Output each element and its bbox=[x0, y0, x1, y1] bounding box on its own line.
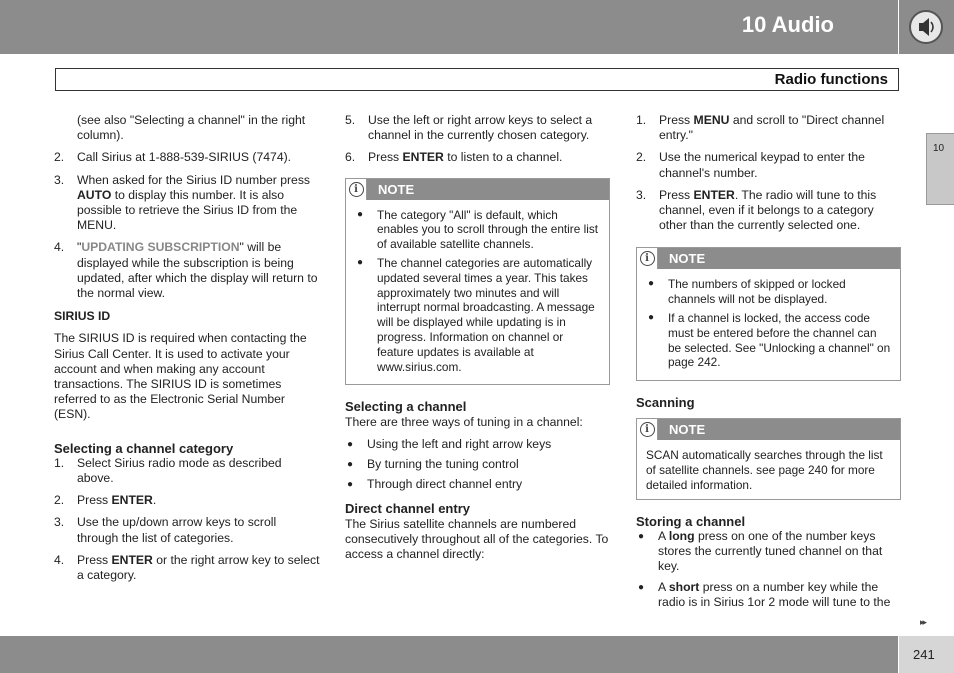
selecting-heading: Selecting a channel bbox=[345, 399, 467, 415]
category-heading: Selecting a channel category bbox=[54, 440, 234, 456]
page-number: 241 bbox=[913, 647, 935, 662]
note-box bbox=[636, 418, 901, 499]
direct-heading: Direct channel entry bbox=[345, 501, 470, 517]
list-item: 6. Press ENTER to listen to a channel. bbox=[345, 150, 563, 165]
note-label: NOTE bbox=[669, 422, 706, 438]
list-item: 2. Press ENTER. bbox=[54, 493, 157, 508]
list-item: ● Using the left and right arrow keys bbox=[347, 436, 552, 451]
sirius-id-text: The SIRIUS ID is required when contacting the Sirius Call Center. It is used to activate your account and when making any account transactions. The SIRIUS ID is sometimes referred to as the Electronic Serial Number (ESN). bbox=[54, 331, 307, 422]
column-1 bbox=[54, 113, 320, 590]
page-number-box bbox=[899, 636, 954, 673]
intro-text: (see also "Selecting a channel" in the right column). bbox=[77, 113, 306, 143]
chapter-header bbox=[0, 0, 898, 54]
chapter-side-tab[interactable]: 10 bbox=[926, 133, 954, 205]
info-icon: i bbox=[346, 179, 367, 200]
list-item: 3. Press ENTER. The radio will tune to this channel, even if it belongs to a category other than the currently selected one. bbox=[636, 187, 877, 233]
list-item: 2. Use the numerical keypad to enter the channel's number. bbox=[636, 150, 865, 180]
storing-heading: Storing a channel bbox=[636, 513, 746, 529]
list-item: ● By turning the tuning control bbox=[347, 456, 519, 471]
list-item: 1. Press MENU and scroll to "Direct channel entry." bbox=[636, 113, 885, 143]
note-text: SCAN automatically searches through the list of satellite channels. see page 240 for more detailed information. bbox=[646, 448, 883, 492]
direct-text: The Sirius satellite channels are numbered consecutively throughout all of the categories. To access a channel directly: bbox=[345, 516, 609, 561]
list-item: 5. Use the left or right arrow keys to select a channel in the currently chosen category. bbox=[345, 113, 593, 143]
note-label: NOTE bbox=[669, 251, 706, 267]
list-item: ● A long press on one of the number keys stores the currently tuned channel on that key. bbox=[638, 529, 883, 574]
chapter-title: 10 Audio bbox=[741, 12, 834, 37]
scanning-heading: Scanning bbox=[636, 395, 695, 411]
note-box bbox=[345, 178, 610, 386]
selecting-intro: There are three ways of tuning in a channel: bbox=[345, 414, 583, 429]
column-3 bbox=[636, 113, 901, 615]
chapter-icon-box bbox=[899, 0, 954, 54]
list-item: 2. Call Sirius at 1-888-539-SIRIUS (7474). bbox=[54, 150, 292, 165]
continue-icon: ▸▸ bbox=[920, 617, 926, 627]
list-item: ● The channel categories are automatically updated several times a year. This takes approximately two minutes and will interrupt normal broadcasting. A message will be displayed while updating is in progress. Information on channel or feature updates is available at www.sirius.com. bbox=[357, 256, 595, 374]
list-item: 3. Use the up/down arrow keys to scroll through the list of categories. bbox=[54, 515, 277, 545]
section-title: Radio functions bbox=[774, 71, 888, 88]
list-item: 4. "UPDATING SUBSCRIPTION" will be displayed while the subscription is being updated, after which the display will return to the normal view. bbox=[54, 240, 318, 301]
list-item: ● Through direct channel entry bbox=[347, 477, 523, 492]
list-item: 3. When asked for the Sirius ID number press AUTO to display this number. It is also possible to retrieve the Sirius ID from the MENU. bbox=[54, 172, 311, 233]
info-icon: i bbox=[637, 419, 658, 440]
speaker-icon bbox=[909, 10, 943, 44]
list-item: ● The category "All" is default, which enables you to scroll through the entire list of available satellite channels. bbox=[357, 207, 598, 252]
list-item: ● A short press on a number key while the radio is in Sirius 1or 2 mode will tune to the bbox=[638, 579, 891, 609]
list-item: ● The numbers of skipped or locked channels will not be displayed. bbox=[648, 277, 846, 307]
list-item: 4. Press ENTER or the right arrow key to select a category. bbox=[54, 552, 320, 583]
info-icon: i bbox=[637, 248, 658, 269]
sirius-id-heading: SIRIUS ID bbox=[54, 309, 111, 324]
note-box bbox=[636, 247, 901, 381]
note-label: NOTE bbox=[378, 181, 415, 197]
list-item: ● If a channel is locked, the access code must be entered before the channel can be selected. See "Unlocking a channel" on page 242. bbox=[648, 311, 891, 370]
section-bar bbox=[55, 68, 899, 91]
column-2 bbox=[345, 113, 610, 569]
list-item: 1. Select Sirius radio mode as described above. bbox=[54, 455, 282, 486]
page-footer bbox=[0, 636, 898, 673]
